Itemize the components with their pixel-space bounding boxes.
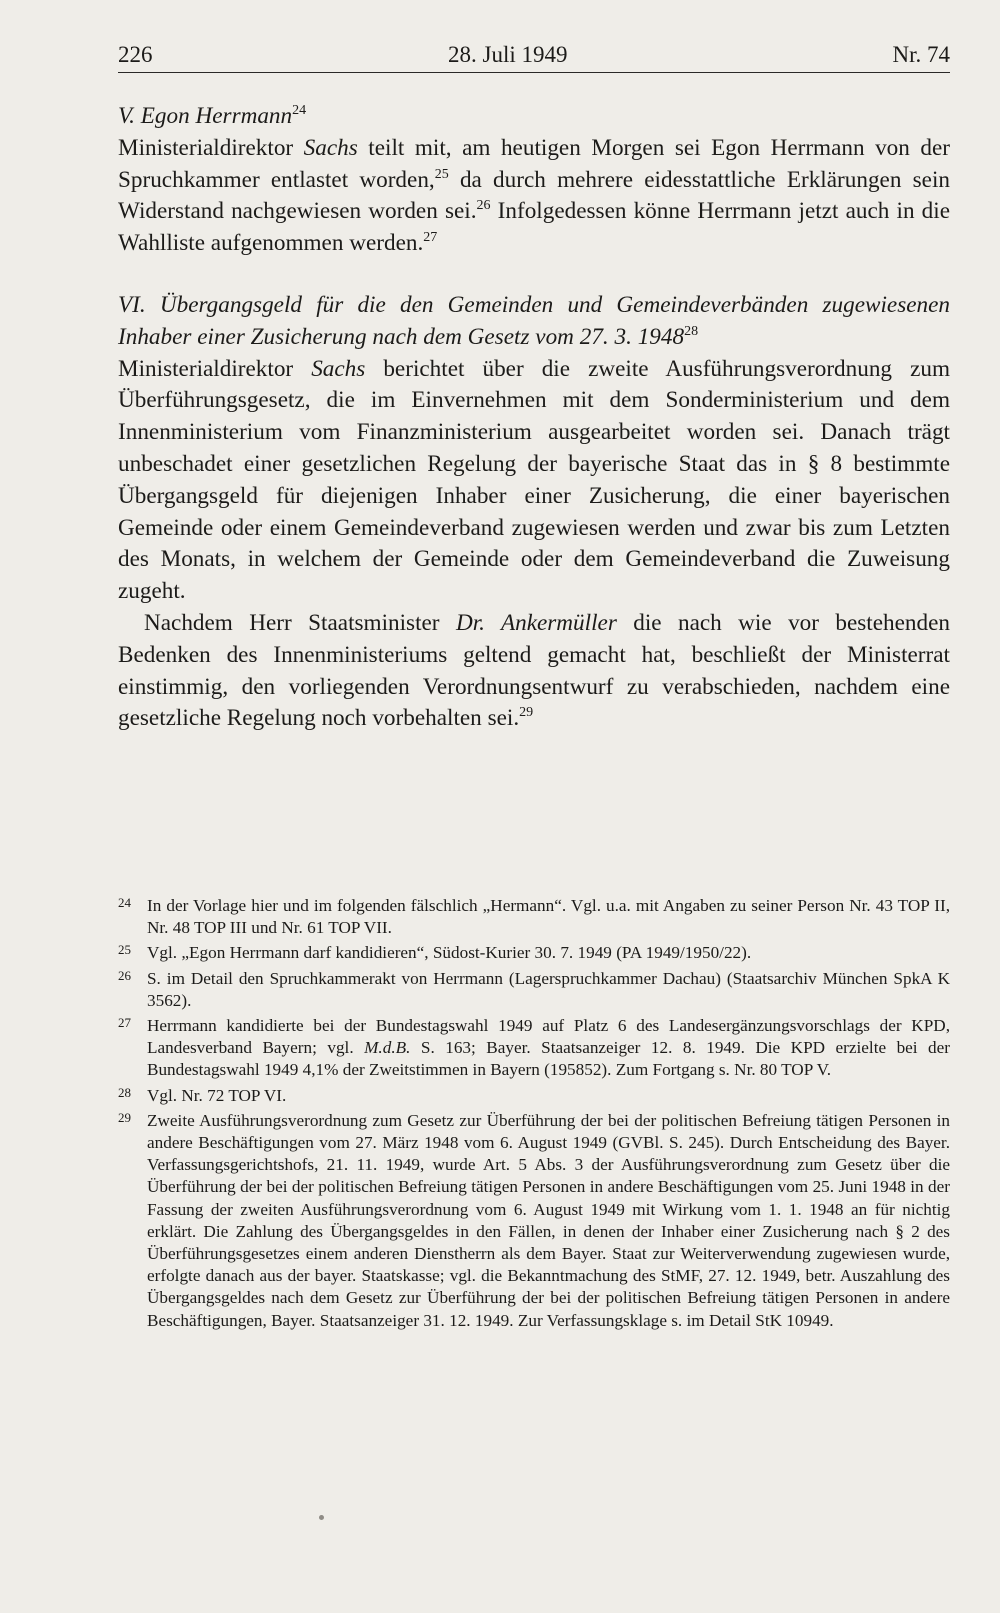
footnote-text: Zweite Ausführungsverordnung zum Gesetz zur Überführung der bei der politischen Befreiung tätigen Personen in andere Beschäftigungen vom 27. März 1948 vom 6. August 1949 (GVBl. S. 245). Durch Entscheidung des Bayer. Verfassungsgerichtshofs, 21. 11. 1949, wurde Art. 5 Abs. 3 der Ausführungsverordnung zum Gesetz über die Überführung der bei der politischen Befreiung tätigen Personen in andere Beschäftigungen vom 25. Juni 1948 in der Fassung der zweiten Ausführungsverordnung vom 6. August 1949 mit Wirkung vom 1. 1. 1948 an für nichtig erklärt. Die Zahlung des Übergangsgeldes in den Fällen, in denen der Inhaber einer Zusicherung nach § 2 des Überführungsgesetzes einem anderen Dienstherrn als dem Bayer. Staat zur Weiterverwendung zugewiesen wurde, erfolgte danach aus der bayer. Staatskasse; vgl. die Bekanntmachung des StMF, 27. 12. 1949, betr. Auszahlung des Übergangsgeldes nach dem Gesetz zur Überführung der bei der politischen Befreiung tätigen Personen in andere Beschäftigungen, Bayer. Staatsanzeiger 31. 12. 1949. Zur Verfassungsklage s. im Detail StK 10949.: [147, 1110, 950, 1330]
section-vi-heading: [118, 290, 950, 354]
footnote-ref-29: 29: [519, 705, 534, 721]
footnote-number: 29: [118, 1109, 131, 1125]
section-v-paragraph: [118, 133, 950, 260]
running-header: [118, 38, 950, 72]
footnote-ref-27: 27: [423, 230, 438, 246]
footnote-27: [118, 1015, 950, 1082]
footnote-text: In der Vorlage hier und im folgenden fälschlich „Hermann“. Vgl. u.a. mit Angaben zu seiner Person Nr. 43 TOP II, Nr. 48 TOP III und Nr. 61 TOP VII.: [147, 896, 950, 938]
paragraph-text: da durch mehrere eidesstattliche Erklärungen sein Widerstand nachgewiesen worden sei.: [118, 166, 950, 225]
section-v: [118, 101, 950, 260]
document-number: Nr. 74: [892, 42, 950, 67]
paragraph-text: Infolgedessen könne Herrmann jetzt auch in die Wahlliste aufgenommen werden.: [118, 198, 951, 257]
speaker-name: Sachs: [303, 134, 358, 161]
footnotes: [118, 895, 950, 1335]
footnote-number: 24: [118, 895, 131, 910]
minister-name: Dr. Ankermüller: [455, 609, 617, 636]
section-vi-paragraph-2: [118, 608, 950, 735]
paragraph-text: teilt mit, am heutigen Morgen sei Egon Herrmann von der Spruchkammer entlastet worden,: [118, 134, 950, 193]
footnote-number: 27: [118, 1015, 131, 1031]
footnote-29: [118, 1110, 950, 1332]
footnote-source: M.d.B.: [364, 1038, 411, 1058]
page-body: [118, 38, 950, 735]
section-vi-heading-text: VI. Übergangsgeld für die den Gemeinden und Gemeindeverbänden zugewiesenen Inhaber einer Zusicherung nach dem Gesetz vom 27. 3. 1948: [118, 291, 950, 350]
main-text: [118, 101, 950, 735]
footnote-ref-28: 28: [684, 323, 699, 339]
header-date: 28. Juli 1949: [448, 42, 568, 67]
footnote-number: 28: [118, 1084, 131, 1100]
footnote-ref-26: 26: [476, 198, 491, 214]
page-number: 226: [118, 42, 153, 67]
speaker-title: Ministerialdirektor: [118, 355, 312, 382]
section-v-heading: [118, 101, 950, 133]
footnote-text: S. im Detail den Spruchkammerakt von Herrmann (Lagerspruchkammer Dachau) (Staatsarchiv München SpkA K 3562).: [147, 968, 950, 1010]
footnote-ref-24: 24: [292, 103, 307, 118]
footnote-24: [118, 895, 950, 939]
paper-speck: [319, 1515, 324, 1520]
speaker-name: Sachs: [311, 355, 366, 382]
footnote-text: Vgl. Nr. 72 TOP VI.: [147, 1085, 287, 1105]
footnote-text: Vgl. „Egon Herrmann darf kandidieren“, Südost-Kurier 30. 7. 1949 (PA 1949/1950/22).: [147, 943, 752, 963]
footnote-ref-25: 25: [434, 166, 449, 182]
section-vi: [118, 290, 950, 735]
section-vi-paragraph-1: [118, 354, 950, 608]
footnote-text: Herrmann kandidierte bei der Bundestagswahl 1949 auf Platz 6 des Landesergänzungsvorschlags der KPD, Landesverband Bayern; vgl.: [147, 1016, 950, 1058]
footnote-28: [118, 1085, 950, 1107]
footnote-25: [118, 942, 950, 964]
speaker-title: Ministerialdirektor: [118, 134, 304, 161]
footnote-text: S. 163; Bayer. Staatsanzeiger 12. 8. 1949. Die KPD erzielte bei der Bundestagswahl 1949 4,1% der Zweitstimmen in Bayern (195852). Zum Fortgang s. Nr. 80 TOP V.: [147, 1038, 951, 1080]
section-v-heading-text: V. Egon Herrmann: [118, 103, 293, 129]
footnote-number: 25: [118, 942, 131, 958]
paragraph-text: Nachdem Herr Staatsminister: [144, 609, 456, 636]
paragraph-text: die nach wie vor bestehenden Bedenken des Innenministeriums geltend gemacht hat, beschließt der Ministerrat einstimmig, den vorliegenden Verordnungsentwurf zu verabschieden, nachdem eine gesetzliche Regelung noch vorbehalten sei.: [118, 609, 950, 732]
footnote-26: [118, 968, 950, 1012]
footnote-number: 26: [118, 967, 131, 983]
paragraph-text: berichtet über die zweite Ausführungsverordnung zum Überführungsgesetz, die im Einvernehmen mit dem Sonderministerium und dem Innenministerium vom Finanzministerium ausgearbeitet worden sei. Danach trägt unbeschadet einer gesetzlichen Regelung der bayerische Staat das in § 8 bestimmte Übergangsgeld für diejenigen Inhaber einer Zusicherung, die einer bayerischen Gemeinde oder einem Gemeindeverband zugewiesen werden und zwar bis zum Letzten des Monats, in welchem der Gemeinde oder dem Gemeindeverband die Zuweisung zugeht.: [118, 355, 950, 605]
header-rule: [118, 72, 950, 73]
